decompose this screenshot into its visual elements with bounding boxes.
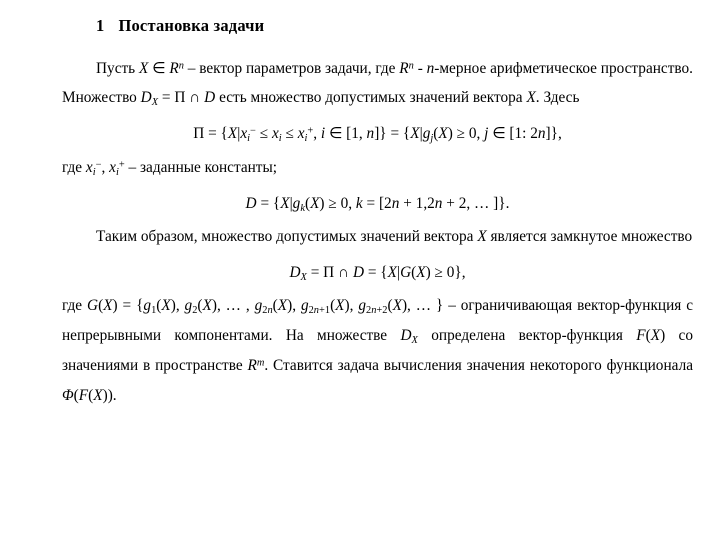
section-title: Постановка задачи: [118, 16, 265, 35]
section-number: 1: [96, 16, 105, 35]
paragraph-2-text-b: – заданные константы;: [128, 158, 278, 176]
paragraph-4-text-e: . Ставится задача вычисления значения некоторого функционала: [264, 357, 693, 375]
math-Rm: $R^m$: [247, 357, 265, 375]
math-Rn: $R^n$: [399, 60, 414, 77]
math-X-3: X: [477, 228, 487, 246]
paragraph-3: [62, 222, 693, 251]
paragraph-4-text-a: где: [62, 297, 83, 315]
paragraph-1-text-a: Пусть: [96, 60, 136, 77]
equation-2: [62, 189, 693, 219]
paragraph-4-text-f: .: [112, 386, 117, 404]
math-X-2: X: [526, 89, 536, 107]
paragraph-1-text-d: есть множество допустимых значений вектора: [219, 89, 523, 107]
document-page: [0, 16, 727, 540]
math-DX-2: $D_X$: [400, 327, 418, 347]
paragraph-4-text-b: – ограничивающая вектор-функция с непрерывными компонентами. На множестве: [62, 297, 693, 345]
equation-1: [62, 119, 693, 149]
dash-1: -: [417, 60, 423, 77]
paragraph-1-text-e: . Здесь: [535, 89, 580, 107]
math-xi-minus-plus: $x_i^-$, $x_i^+$: [85, 158, 125, 178]
paragraph-2-text-a: где: [62, 158, 83, 176]
math-X-in-Rn: X ∈ $R^n$: [138, 60, 184, 77]
math-G-definition: G(X) = {g1(X), g2(X), … , g2n(X), g2n+1(X), g2n+2(X), … }: [87, 297, 444, 317]
equation-3-math: $D_X = \Pi$ ∩ D = {X|G(X) ≥ 0},: [289, 263, 466, 283]
paragraph-4-text-c: определена вектор-функция: [431, 327, 623, 345]
paragraph-1-text-b: – вектор параметров задачи, где: [187, 60, 396, 77]
body-content: [0, 54, 727, 410]
equation-1-math: $\Pi = \{X|x_i^- \le x_i \le x_i^+$, i ∈ [1, $n]\} = \{X|g_j(X) \ge 0$, j ∈ [1: 2n]},: [193, 125, 562, 145]
section-heading: [0, 16, 727, 36]
math-F-of-X: F(X): [636, 327, 666, 345]
paragraph-3-text-a: Таким образом, множество допустимых значений вектора: [96, 228, 474, 246]
paragraph-1-text-c: -мерное арифметическое пространство. Множество: [62, 60, 693, 107]
equation-3: [62, 258, 693, 288]
math-DX-eq-Pi-cap-D: $D_X = \Pi$ ∩ D: [140, 89, 216, 109]
paragraph-2: [62, 153, 693, 183]
paragraph-1: [62, 54, 693, 113]
paragraph-4-text-d: со значениями в пространстве: [62, 327, 693, 375]
math-functional: Φ(F(X)): [62, 386, 113, 404]
paragraph-4: [62, 291, 693, 409]
equation-2-math: $D = \{X|g_k(X) \ge 0$, k = [2n + 1,2n + 2, … ]}.: [245, 194, 510, 214]
paragraph-3-text-b: является замкнутое множество: [490, 228, 693, 246]
math-n: n: [426, 60, 435, 77]
